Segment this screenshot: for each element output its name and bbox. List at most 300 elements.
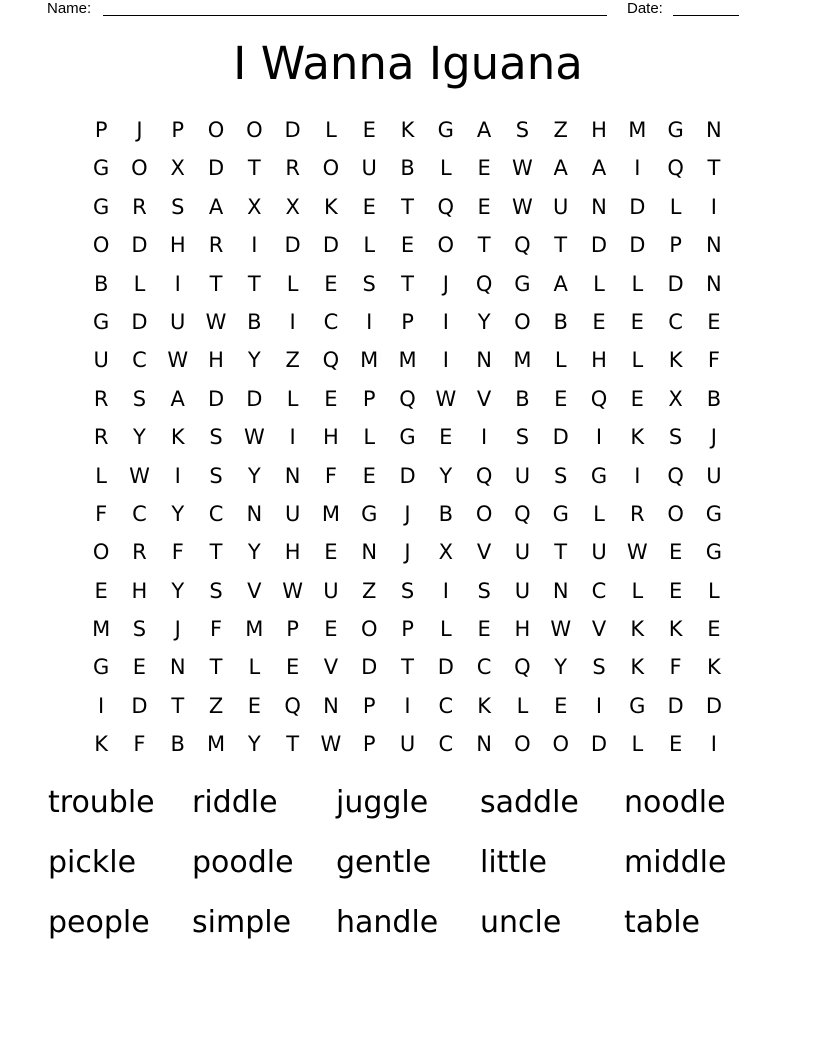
grid-letter: I bbox=[366, 309, 373, 334]
grid-letter: L bbox=[516, 693, 529, 718]
grid-letter: S bbox=[554, 463, 568, 488]
grid-letter: G bbox=[514, 271, 531, 296]
grid-letter: E bbox=[439, 425, 453, 450]
grid-letter: Q bbox=[514, 233, 531, 258]
grid-letter: U bbox=[284, 501, 301, 526]
grid-letter: I bbox=[442, 348, 449, 373]
grid-letter: D bbox=[590, 233, 608, 258]
grid-letter: E bbox=[362, 463, 376, 488]
grid-letter: E bbox=[668, 732, 683, 757]
grid-letter: S bbox=[668, 425, 683, 450]
grid-letter: N bbox=[706, 233, 722, 258]
grid-letter: L bbox=[669, 194, 682, 219]
grid-letter: L bbox=[631, 732, 644, 757]
grid-letter: W bbox=[129, 463, 150, 488]
grid-letter: C bbox=[438, 693, 454, 718]
name-label: Name: bbox=[47, 0, 92, 17]
grid-letter: W bbox=[512, 156, 533, 181]
word-bank-item: juggle bbox=[336, 785, 429, 820]
grid-letter: Q bbox=[667, 156, 684, 181]
name-write-line bbox=[103, 15, 607, 16]
grid-letter: S bbox=[515, 425, 530, 450]
grid-letter: F bbox=[171, 540, 184, 565]
grid-letter: D bbox=[131, 693, 148, 718]
grid-letter: Q bbox=[284, 693, 301, 718]
grid-letter: Y bbox=[247, 348, 261, 373]
grid-letter: Q bbox=[514, 655, 531, 680]
grid-letter: Z bbox=[362, 578, 377, 603]
grid-letter: W bbox=[243, 425, 265, 450]
grid-letter: K bbox=[400, 118, 415, 142]
grid-letter: P bbox=[401, 617, 414, 642]
grid-letter: L bbox=[325, 118, 337, 142]
grid-letter: S bbox=[209, 463, 223, 488]
grid-letter: E bbox=[668, 578, 683, 603]
grid-letter: M bbox=[321, 501, 340, 526]
grid-letter: Z bbox=[285, 348, 300, 373]
grid-letter: I bbox=[595, 425, 603, 450]
grid-letter: B bbox=[93, 271, 109, 296]
word-bank-item: trouble bbox=[48, 785, 155, 820]
grid-letter: I bbox=[289, 309, 296, 334]
word-bank-item: middle bbox=[624, 845, 727, 880]
grid-letter: H bbox=[514, 617, 531, 642]
grid-letter: F bbox=[707, 348, 720, 373]
grid-letter: D bbox=[629, 194, 646, 219]
grid-letter: I bbox=[289, 425, 296, 450]
grid-letter: U bbox=[514, 578, 531, 603]
grid-letter: Y bbox=[171, 578, 185, 603]
grid-letter: I bbox=[442, 578, 449, 603]
grid-letter: G bbox=[705, 501, 723, 526]
word-bank-item: saddle bbox=[480, 785, 579, 820]
grid-letter: L bbox=[593, 271, 605, 296]
grid-letter: D bbox=[207, 156, 225, 181]
grid-letter: L bbox=[95, 463, 107, 488]
grid-letter: C bbox=[132, 501, 147, 526]
word-bank-item: riddle bbox=[192, 785, 278, 820]
grid-letter: O bbox=[92, 540, 110, 565]
grid-letter: E bbox=[554, 693, 568, 718]
grid-letter: X bbox=[285, 194, 300, 219]
grid-letter: D bbox=[667, 693, 684, 718]
grid-letter: Q bbox=[437, 194, 455, 219]
grid-letter: I bbox=[174, 463, 181, 488]
grid-letter: E bbox=[247, 693, 261, 718]
grid-letter: B bbox=[706, 386, 722, 411]
grid-letter: D bbox=[590, 732, 608, 757]
header bbox=[0, 0, 816, 20]
grid-letter: Q bbox=[667, 463, 684, 488]
grid-letter: S bbox=[400, 578, 415, 603]
grid-letter: E bbox=[554, 386, 568, 411]
grid-letter: L bbox=[631, 271, 644, 296]
grid-letter: P bbox=[286, 617, 299, 642]
grid-letter: M bbox=[245, 617, 264, 642]
grid-letter: W bbox=[550, 617, 572, 642]
grid-letter: C bbox=[323, 309, 339, 334]
grid-letter: J bbox=[136, 118, 143, 142]
grid-letter: O bbox=[475, 501, 493, 526]
grid-letter: I bbox=[595, 693, 603, 718]
grid-letter: C bbox=[476, 655, 492, 680]
word-bank-item: poodle bbox=[192, 845, 294, 880]
word-bank-item: little bbox=[480, 845, 547, 880]
grid-letter: O bbox=[246, 118, 263, 142]
grid-letter: T bbox=[477, 233, 491, 258]
grid-letter: R bbox=[93, 425, 109, 450]
grid-letter: E bbox=[630, 386, 644, 411]
grid-letter: P bbox=[669, 233, 682, 258]
grid-letter: O bbox=[360, 617, 378, 642]
grid-letter: S bbox=[592, 655, 606, 680]
grid-letter: H bbox=[284, 540, 301, 565]
grid-letter: T bbox=[401, 655, 414, 680]
grid-letter: U bbox=[706, 463, 722, 488]
grid-letter: L bbox=[133, 271, 146, 296]
grid-letter: K bbox=[630, 655, 645, 680]
grid-letter: E bbox=[477, 617, 491, 642]
grid-letter: N bbox=[284, 463, 301, 488]
grid-letter: E bbox=[324, 540, 338, 565]
grid-letter: G bbox=[399, 425, 416, 450]
grid-letter: V bbox=[247, 578, 262, 603]
grid-letter: J bbox=[442, 271, 449, 296]
grid-letter: U bbox=[514, 540, 531, 565]
grid-letter: Y bbox=[439, 463, 453, 488]
grid-letter: Y bbox=[554, 655, 568, 680]
word-bank-item: table bbox=[624, 905, 700, 940]
grid-letter: H bbox=[591, 348, 607, 373]
grid-letter: A bbox=[553, 156, 568, 181]
grid-letter: I bbox=[710, 194, 717, 219]
grid-letter: M bbox=[628, 118, 647, 142]
grid-letter: R bbox=[132, 540, 147, 565]
date-label: Date: bbox=[627, 0, 663, 17]
grid-letter: V bbox=[591, 617, 607, 642]
grid-letter: J bbox=[404, 501, 411, 526]
grid-letter: I bbox=[174, 271, 181, 296]
grid-letter: T bbox=[401, 194, 414, 219]
grid-letter: E bbox=[707, 617, 721, 642]
grid-letter: L bbox=[439, 617, 452, 642]
grid-letter: Y bbox=[247, 463, 261, 488]
grid-letter: H bbox=[591, 118, 607, 142]
grid-letter: D bbox=[437, 655, 454, 680]
grid-letter: K bbox=[668, 617, 683, 642]
grid-letter: P bbox=[401, 309, 414, 334]
grid-letter: J bbox=[404, 540, 411, 565]
grid-letter: O bbox=[322, 156, 340, 181]
grid-letter: H bbox=[323, 425, 339, 450]
grid-letter: R bbox=[630, 501, 645, 526]
grid-letter: U bbox=[361, 156, 377, 181]
word-bank-item: pickle bbox=[48, 845, 137, 880]
grid-letter: D bbox=[552, 425, 569, 450]
grid-letter: L bbox=[708, 578, 720, 603]
grid-letter: L bbox=[631, 348, 644, 373]
grid-letter: G bbox=[667, 118, 684, 142]
grid-letter: P bbox=[362, 732, 376, 757]
grid-letter: G bbox=[93, 156, 110, 181]
grid-letter: Q bbox=[475, 463, 493, 488]
grid-letter: F bbox=[324, 463, 337, 488]
grid-letter: Q bbox=[475, 271, 493, 296]
grid-letter: S bbox=[209, 578, 223, 603]
grid-letter: A bbox=[476, 118, 492, 142]
grid-letter: E bbox=[94, 578, 108, 603]
grid-letter: H bbox=[169, 233, 186, 258]
grid-letter: A bbox=[208, 194, 224, 219]
grid-letter: L bbox=[631, 578, 644, 603]
grid-letter: S bbox=[515, 118, 530, 142]
grid-letter: C bbox=[591, 578, 607, 603]
grid-letter: K bbox=[324, 194, 338, 219]
grid-letter: N bbox=[246, 501, 263, 526]
grid-letter: R bbox=[208, 233, 224, 258]
grid-letter: E bbox=[132, 655, 147, 680]
grid-letter: U bbox=[399, 732, 416, 757]
grid-letter: N bbox=[476, 732, 492, 757]
grid-letter: W bbox=[205, 309, 227, 334]
grid-letter: D bbox=[399, 463, 416, 488]
grid-letter: D bbox=[207, 386, 225, 411]
grid-letter: J bbox=[710, 425, 717, 450]
grid-letter: D bbox=[284, 118, 301, 142]
grid-letter: B bbox=[438, 501, 454, 526]
grid-letter: A bbox=[170, 386, 185, 411]
grid-letter: N bbox=[169, 655, 186, 680]
page-title: I Wanna Iguana bbox=[233, 37, 583, 90]
grid-letter: N bbox=[591, 194, 607, 219]
grid-letter: A bbox=[553, 271, 568, 296]
grid-letter: S bbox=[362, 271, 376, 296]
grid-letter: M bbox=[360, 348, 379, 373]
grid-letter: U bbox=[323, 578, 339, 603]
grid-letter: E bbox=[592, 309, 606, 334]
grid-letter: D bbox=[322, 233, 340, 258]
grid-letter: E bbox=[324, 271, 338, 296]
grid-letter: E bbox=[707, 309, 721, 334]
grid-letter: G bbox=[361, 501, 378, 526]
grid-letter: Q bbox=[322, 348, 340, 373]
grid-letter: I bbox=[634, 156, 641, 181]
grid-letter: G bbox=[629, 693, 646, 718]
grid-letter: M bbox=[206, 732, 226, 757]
grid-letter: X bbox=[668, 386, 683, 411]
grid-letter: P bbox=[94, 118, 108, 142]
grid-letter: D bbox=[667, 271, 684, 296]
grid-letter: F bbox=[95, 501, 108, 526]
grid-letter: C bbox=[668, 309, 683, 334]
grid-letter: P bbox=[362, 693, 376, 718]
grid-letter: E bbox=[668, 540, 683, 565]
grid-letter: I bbox=[98, 693, 105, 718]
word-bank-item: uncle bbox=[480, 905, 562, 940]
grid-letter: H bbox=[131, 578, 148, 603]
grid-letter: C bbox=[438, 732, 454, 757]
grid-letter: I bbox=[634, 463, 641, 488]
grid-letter: T bbox=[209, 655, 223, 680]
grid-letter: M bbox=[398, 348, 417, 373]
grid-letter: S bbox=[209, 425, 223, 450]
grid-letter: S bbox=[132, 386, 147, 411]
grid-letter: T bbox=[707, 156, 721, 181]
grid-letter: L bbox=[248, 655, 261, 680]
grid-letter: F bbox=[209, 617, 223, 642]
grid-letter: N bbox=[361, 540, 378, 565]
grid-letter: T bbox=[554, 540, 568, 565]
grid-letter: K bbox=[170, 425, 185, 450]
word-bank-item: gentle bbox=[336, 845, 432, 880]
grid-letter: T bbox=[286, 732, 300, 757]
grid-letter: Q bbox=[590, 386, 608, 411]
grid-letter: O bbox=[552, 732, 569, 757]
grid-letter: V bbox=[476, 540, 492, 565]
letter-grid bbox=[82, 111, 733, 764]
grid-letter: X bbox=[438, 540, 454, 565]
date-write-line bbox=[673, 15, 739, 16]
grid-letter: N bbox=[706, 271, 722, 296]
grid-letter: C bbox=[132, 348, 147, 373]
grid-letter: E bbox=[324, 617, 338, 642]
grid-letter: G bbox=[705, 540, 723, 565]
grid-letter: L bbox=[286, 386, 299, 411]
grid-letter: I bbox=[251, 233, 258, 258]
grid-letter: Y bbox=[133, 425, 146, 450]
grid-letter: W bbox=[626, 540, 648, 565]
grid-letter: G bbox=[93, 194, 110, 219]
grid-letter: K bbox=[94, 732, 109, 757]
grid-letter: E bbox=[362, 194, 376, 219]
grid-letter: P bbox=[362, 386, 376, 411]
grid-letter: J bbox=[174, 617, 181, 642]
grid-letter: Z bbox=[553, 118, 568, 142]
grid-letter: M bbox=[92, 617, 111, 642]
grid-letter: L bbox=[363, 233, 376, 258]
grid-letter: E bbox=[285, 655, 300, 680]
grid-letter: D bbox=[131, 233, 148, 258]
grid-letter: U bbox=[514, 463, 531, 488]
grid-letter: D bbox=[246, 386, 263, 411]
grid-letter: N bbox=[706, 118, 722, 142]
grid-letter: G bbox=[590, 463, 608, 488]
grid-letter: G bbox=[552, 501, 569, 526]
grid-letter: D bbox=[361, 655, 378, 680]
grid-letter: Y bbox=[247, 732, 261, 757]
grid-letter: R bbox=[285, 156, 300, 181]
grid-letter: R bbox=[93, 386, 109, 411]
grid-letter: X bbox=[170, 156, 185, 181]
grid-letter: S bbox=[171, 194, 185, 219]
grid-letter: G bbox=[437, 118, 454, 142]
word-bank-item: handle bbox=[336, 905, 439, 940]
grid-letter: N bbox=[323, 693, 339, 718]
grid-letter: O bbox=[207, 118, 225, 142]
grid-letter: W bbox=[167, 348, 189, 373]
grid-letter: F bbox=[133, 732, 146, 757]
grid-letter: O bbox=[514, 309, 531, 334]
grid-letter: B bbox=[515, 386, 530, 411]
grid-letter: W bbox=[435, 386, 457, 411]
word-bank-item: noodle bbox=[624, 785, 726, 820]
grid-letter: O bbox=[92, 233, 110, 258]
grid-letter: Q bbox=[399, 386, 416, 411]
grid-letter: I bbox=[710, 732, 717, 757]
grid-letter: K bbox=[668, 348, 683, 373]
grid-letter: E bbox=[324, 386, 338, 411]
grid-letter: F bbox=[669, 655, 682, 680]
grid-letter: G bbox=[93, 655, 110, 680]
grid-letter: Q bbox=[514, 501, 531, 526]
word-bank-item: simple bbox=[192, 905, 292, 940]
grid-letter: T bbox=[209, 540, 223, 565]
grid-letter: Y bbox=[477, 309, 491, 334]
grid-letter: K bbox=[630, 617, 645, 642]
grid-letter: W bbox=[320, 732, 342, 757]
grid-letter: W bbox=[512, 194, 533, 219]
grid-letter: D bbox=[131, 309, 148, 334]
grid-letter: D bbox=[629, 233, 646, 258]
grid-letter: Y bbox=[247, 540, 261, 565]
grid-letter: N bbox=[552, 578, 569, 603]
grid-letter: T bbox=[171, 693, 185, 718]
grid-letter: V bbox=[476, 386, 492, 411]
grid-letter: E bbox=[630, 309, 644, 334]
grid-letter: N bbox=[476, 348, 492, 373]
grid-letter: E bbox=[400, 233, 415, 258]
grid-letter: L bbox=[363, 425, 376, 450]
grid-letter: T bbox=[247, 156, 261, 181]
grid-letter: E bbox=[477, 156, 491, 181]
grid-letter: H bbox=[208, 348, 224, 373]
grid-letter: I bbox=[442, 309, 449, 334]
grid-letter: T bbox=[209, 271, 223, 296]
grid-letter: L bbox=[286, 271, 299, 296]
grid-letter: T bbox=[401, 271, 414, 296]
grid-letter: E bbox=[477, 194, 491, 219]
grid-letter: M bbox=[513, 348, 532, 373]
grid-letter: V bbox=[323, 655, 339, 680]
grid-letter: I bbox=[404, 693, 411, 718]
grid-letter: D bbox=[284, 233, 301, 258]
grid-letter: Y bbox=[171, 501, 185, 526]
grid-letter: O bbox=[437, 233, 455, 258]
grid-letter: K bbox=[630, 425, 645, 450]
grid-letter: E bbox=[362, 118, 376, 142]
grid-letter: W bbox=[282, 578, 304, 603]
grid-letter: R bbox=[132, 194, 147, 219]
grid-letter: K bbox=[707, 655, 721, 680]
grid-letter: U bbox=[553, 194, 569, 219]
grid-letter: B bbox=[247, 309, 262, 334]
grid-letter: O bbox=[514, 732, 531, 757]
grid-letter: O bbox=[667, 501, 684, 526]
grid-letter: A bbox=[591, 156, 607, 181]
grid-letter: P bbox=[171, 118, 185, 142]
grid-letter: C bbox=[208, 501, 224, 526]
grid-letter: B bbox=[170, 732, 185, 757]
grid-letter: L bbox=[439, 156, 452, 181]
word-bank-item: people bbox=[48, 905, 150, 940]
grid-letter: B bbox=[553, 309, 568, 334]
grid-letter: L bbox=[593, 501, 605, 526]
grid-letter: G bbox=[93, 309, 110, 334]
grid-letter: S bbox=[132, 617, 147, 642]
grid-letter: U bbox=[170, 309, 186, 334]
grid-letter: X bbox=[247, 194, 262, 219]
grid-letter: D bbox=[705, 693, 722, 718]
